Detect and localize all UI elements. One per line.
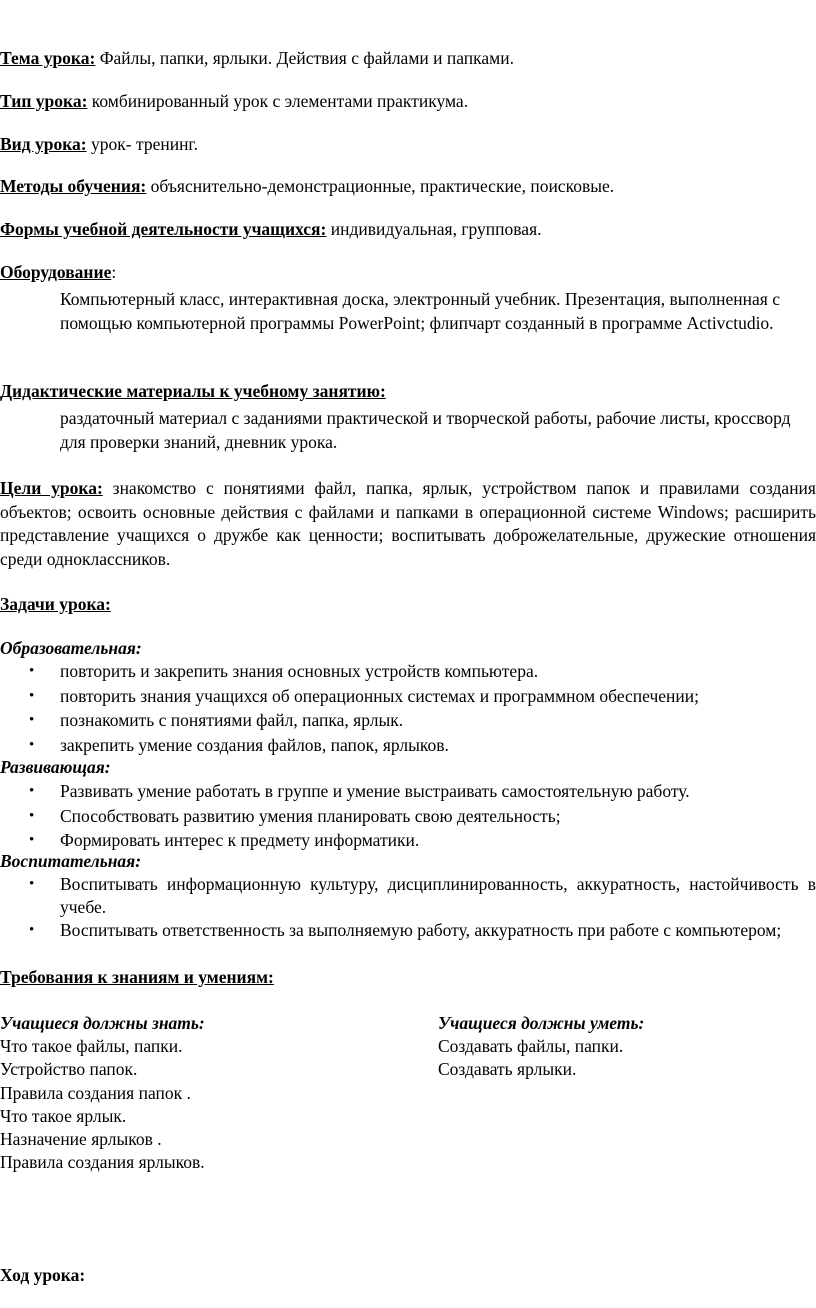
bullet-icon: • — [29, 736, 35, 753]
bullet-icon: • — [29, 876, 35, 892]
know-item: Что такое ярлык. — [0, 1105, 127, 1126]
list-item: • Формировать интерес к предмету информатики. — [0, 828, 816, 853]
lesson-type-label: Тип урока: — [0, 91, 88, 111]
know-item: Назначение ярлыков . — [0, 1129, 162, 1150]
didactic-label: Дидактические материалы к учебному занятию: — [0, 381, 386, 401]
requirements-heading — [0, 966, 274, 988]
didactic-text: раздаточный материал с заданиями практической и творческой работы, рабочие листы, кроссворд для проверки знаний, дневник урока. — [60, 408, 791, 452]
topic-label: Тема урока: — [0, 48, 96, 68]
equipment-heading — [0, 261, 116, 283]
methods-value: объяснительно-демонстрационные, практические, поисковые. — [146, 176, 615, 196]
topic-line — [0, 47, 514, 69]
can-title: Учащиеся должны уметь: — [438, 1013, 645, 1033]
know-column — [0, 1012, 205, 1174]
didactic-heading — [0, 380, 386, 402]
list-item: • повторить знания учащихся об операционных системах и программном обеспечении; — [0, 684, 816, 709]
goals-paragraph — [0, 477, 816, 571]
methods-label: Методы обучения: — [0, 176, 147, 196]
tasks-heading — [0, 593, 111, 615]
can-column — [438, 1012, 644, 1082]
goals-label: Цели урока: — [0, 478, 103, 498]
know-item: Устройство папок. — [0, 1059, 138, 1080]
equipment-label: Оборудование — [0, 262, 112, 282]
bullet-icon: • — [29, 783, 35, 799]
lesson-type-line — [0, 90, 468, 112]
requirements-label: Требования к знаниям и умениям: — [0, 967, 274, 987]
equipment-colon: : — [111, 262, 117, 282]
list-item: • повторить и закрепить знания основных устройств компьютера. — [0, 659, 816, 684]
methods-line — [0, 175, 614, 197]
goals-text: знакомство с понятиями файл, папка, ярлык, устройством папок и правилами создания объектов; освоить основные действия с файлами и папками в операционной системе Windows; расширить представление учащихся о дружбе как ценности; воспитывать доброжелательные, дружеские отношения среди одноклассников. — [0, 478, 816, 569]
forms-line — [0, 218, 542, 240]
know-title: Учащиеся должны знать: — [0, 1013, 205, 1033]
forms-label: Формы учебной деятельности учащихся: — [0, 219, 327, 239]
know-item: Что такое файлы, папки. — [0, 1036, 183, 1057]
can-item: Создавать файлы, папки. — [438, 1036, 624, 1057]
bullet-icon: • — [29, 922, 35, 938]
bullet-icon: • — [29, 687, 35, 704]
upbringing-title: Воспитательная: — [0, 851, 142, 871]
list-item: • закрепить умение создания файлов, папок, ярлыков. — [0, 733, 816, 758]
lesson-kind-line — [0, 133, 198, 155]
topic-value: Файлы, папки, ярлыки. Действия с файлами и папками. — [95, 48, 514, 68]
lesson-type-value: комбинированный урок с элементами практикума. — [87, 91, 469, 111]
list-item: • Воспитывать ответственность за выполняемую работу, аккуратность при работе с компьютером; — [29, 920, 782, 940]
bullet-icon: • — [29, 663, 35, 679]
list-item: • Воспитывать информационную культуру, дисциплинированность, аккуратность, настойчивость в учебе. — [29, 874, 816, 917]
tasks-label: Задачи урока: — [0, 594, 111, 614]
know-item: Правила создания папок . — [0, 1082, 191, 1103]
list-item: • познакомить с понятиями файл, папка, ярлык. — [0, 708, 816, 733]
list-item: • Способствовать развитию умения планировать свою деятельность; — [0, 804, 816, 829]
can-item: Создавать ярлыки. — [438, 1059, 577, 1080]
lesson-flow-heading — [0, 1264, 85, 1286]
list-item: • Развивать умение работать в группе и умение выстраивать самостоятельную работу. — [0, 779, 816, 804]
educational-title: Образовательная: — [0, 638, 142, 658]
developing-list — [0, 779, 816, 853]
bullet-icon: • — [29, 712, 35, 728]
equipment-text: Компьютерный класс, интерактивная доска, электронный учебник. Презентация, выполненная с помощью компьютерной программы PowerPoint; флипчарт созданный в программе Activctudio. — [60, 289, 780, 333]
upbringing-list — [0, 873, 816, 942]
bullet-icon: • — [29, 807, 35, 824]
lesson-kind-label: Вид урока: — [0, 134, 87, 154]
forms-value: индивидуальная, групповая. — [326, 219, 542, 239]
developing-title: Развивающая: — [0, 757, 111, 777]
bullet-icon: • — [29, 832, 35, 848]
educational-list — [0, 659, 816, 757]
lesson-flow-label: Ход урока: — [0, 1265, 86, 1285]
lesson-kind-value: урок- тренинг. — [86, 134, 199, 154]
know-item: Правила создания ярлыков. — [0, 1152, 205, 1173]
